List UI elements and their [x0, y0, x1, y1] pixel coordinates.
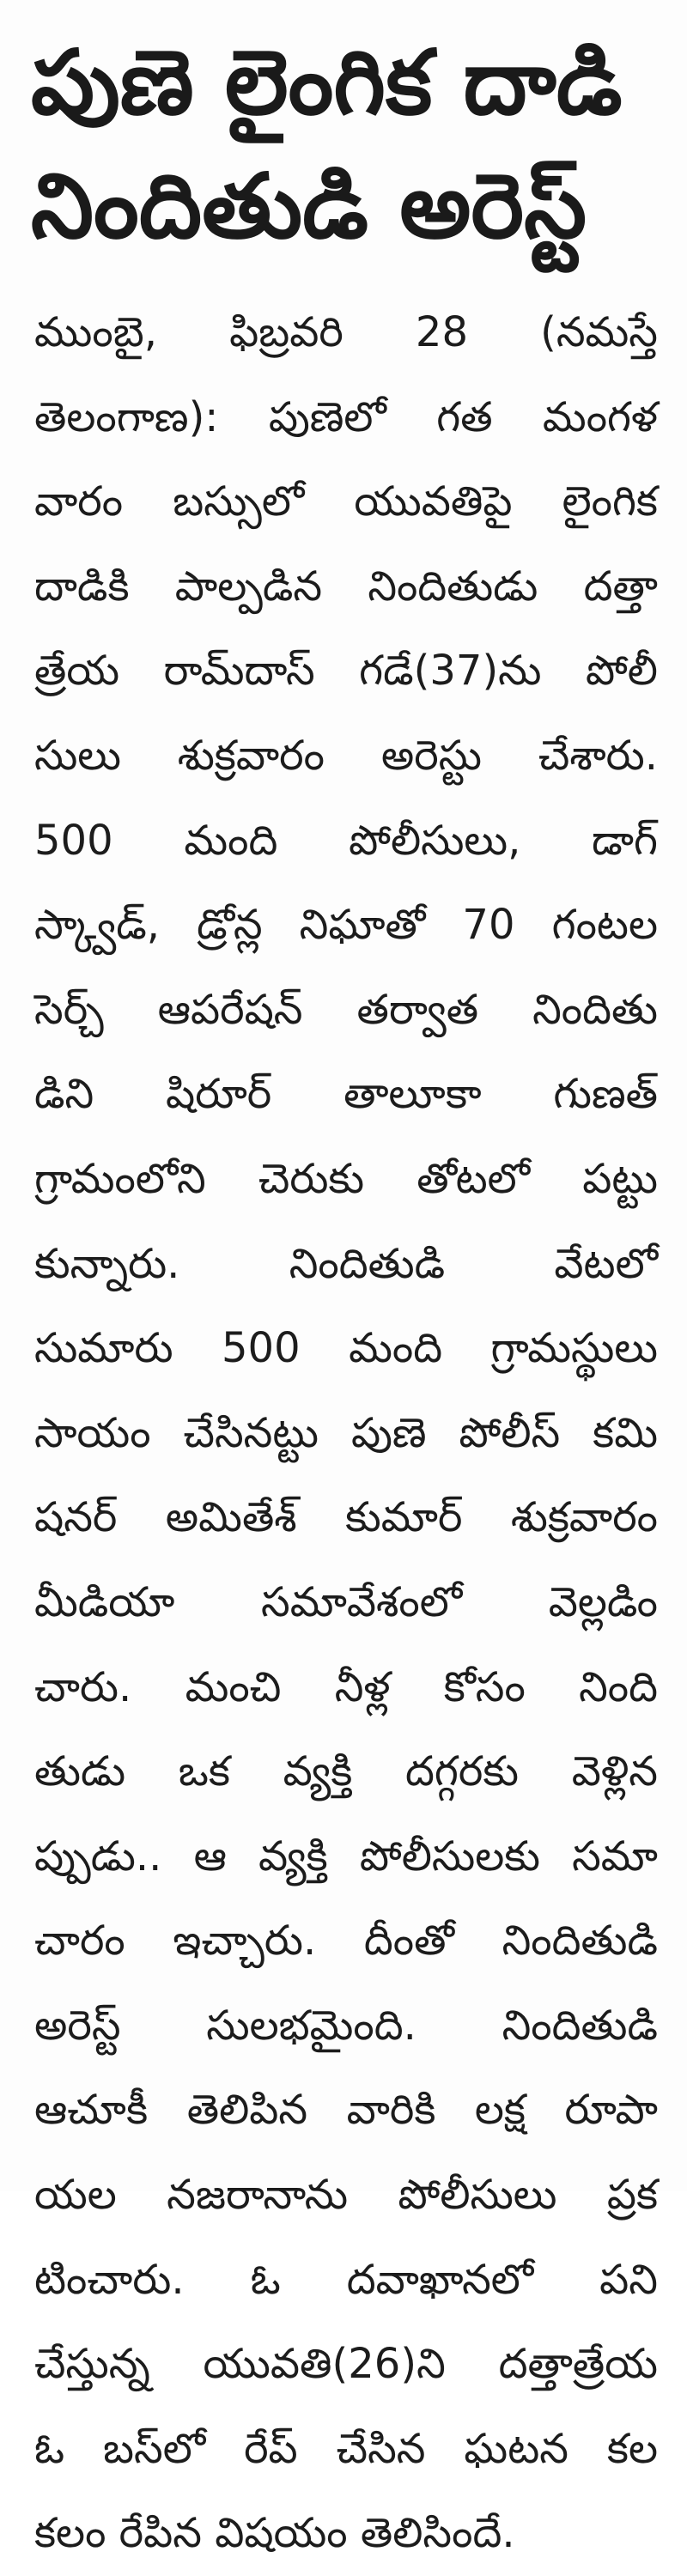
article-body-line: సెర్చ్ ఆపరేషన్ తర్వాత నిందితు: [34, 985, 658, 1034]
article-body-line: చేస్తున్న యువతి(26)ని దత్తాత్రేయ: [34, 2340, 658, 2389]
article-body-line: గ్రామంలోని చెరుకు తోటలో పట్టు: [34, 1154, 658, 1203]
article-body-line: ముంబై, ఫిబ్రవరి 28 (నమస్తే: [34, 308, 658, 356]
article-body-line: చారం ఇచ్చారు. దీంతో నిందితుడి: [34, 1917, 658, 1965]
article-body-line: వారం బస్సులో యువతిపై లైంగిక: [34, 477, 658, 526]
article-body-line: మీడియా సమావేశంలో వెల్లడిం: [34, 1577, 658, 1626]
article-body-line: దాడికి పాల్పడిన నిందితుడు దత్తా: [34, 562, 658, 611]
article-body-line: షనర్ అమితేశ్ కుమార్ శుక్రవారం: [34, 1493, 658, 1542]
article-body-line: ఓ బస్‌లో రేప్ చేసిన ఘటన కల: [34, 2424, 658, 2473]
article-body-line: తెలంగాణ): పుణెలో గత మంగళ: [34, 392, 658, 441]
article-body-line: సులు శుక్రవారం అరెస్టు చేశారు.: [34, 731, 658, 780]
article-body-line: అరెస్ట్ సులభమైంది. నిందితుడి: [34, 2001, 658, 2050]
article-body-line: స్క్వాడ్, డ్రోన్ల నిఘాతో 70 గంటల: [34, 901, 658, 950]
article-body-line: త్రేయ రామ్‌దాస్ గడే(37)ను పోలీ: [34, 647, 658, 696]
article-body-line: ప్పుడు.. ఆ వ్యక్తి పోలీసులకు సమా: [34, 1832, 658, 1880]
article-body-line: కలం రేపిన విషయం తెలిసిందే.: [34, 2509, 515, 2558]
article-body: [26, 290, 661, 2576]
headline: [26, 21, 661, 268]
headline-line-1: పుణె లైంగిక దాడి: [31, 30, 623, 135]
article-body-line: ఆచూకీ తెలిపిన వారికి లక్ష రూపా: [34, 2086, 658, 2135]
article-body-line: యల నజరానాను పోలీసులు ప్రక: [34, 2171, 658, 2220]
headline-line-2: నిందితుడి అరెస్ట్: [31, 154, 587, 258]
article-body-line: డిని షిరూర్ తాలూకా గుణత్: [34, 1070, 658, 1119]
article-body-line: చారు. మంచి నీళ్ల కోసం నింది: [34, 1662, 658, 1711]
article-body-line: కున్నారు. నిందితుడి వేటలో: [34, 1239, 658, 1288]
article-body-line: సుమారు 500 మంది గ్రామస్థులు: [34, 1324, 658, 1373]
article-body-line: 500 మంది పోలీసులు, డాగ్: [34, 816, 658, 865]
article-body-line: సాయం చేసినట్టు పుణె పోలీస్ కమి: [34, 1408, 658, 1457]
article-body-line: తుడు ఒక వ్యక్తి దగ్గరకు వెళ్లిన: [34, 1747, 658, 1796]
article-body-line: టించారు. ఓ దవాఖానలో పని: [34, 2255, 658, 2304]
